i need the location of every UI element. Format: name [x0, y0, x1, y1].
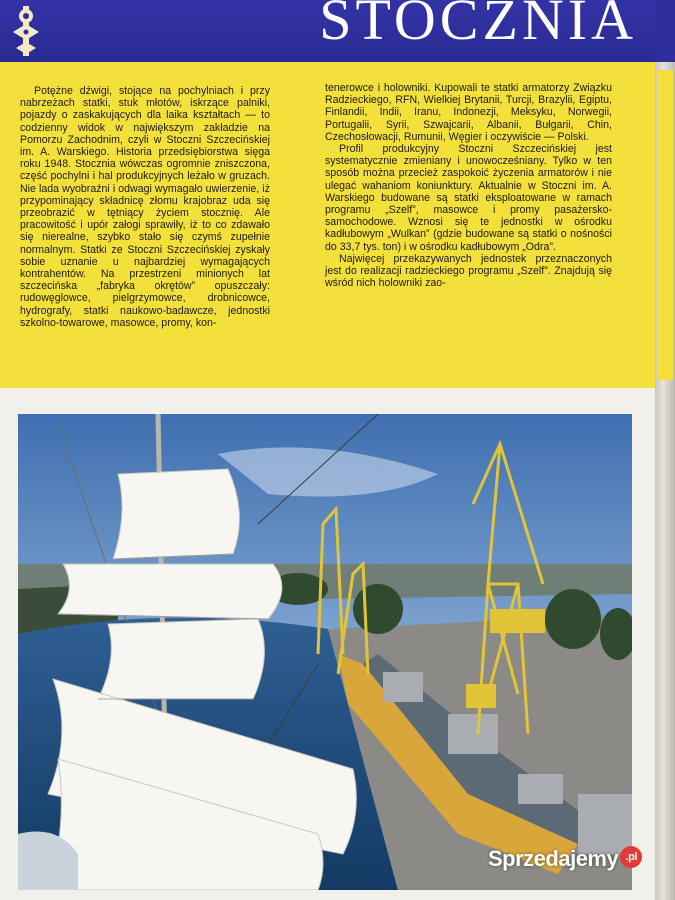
- article-column-right: [325, 82, 612, 289]
- next-page-banner: [655, 0, 675, 62]
- article-paragraph: Profil produkcyjny Stoczni Szczecińskiej jest systematycznie zmieniany i unowocześniany. Tylko w ten sposób można przecież zaspokoić życzenia armatorów i nie ulegać wahaniom koniunktury. Aktualnie w Stoczni im. A. Warskiego budowane są statki eksploatowane w ramach programu „Szelf”, masowce i promy pasażersko-samochodowe. Wznosi się te jednostki w ośrodku kadłubowym „Wulkan” (gdzie budowane są statki o nośności do 33,7 tys. ton) i w ośrodku kadłubowym „Odra”.: [325, 143, 612, 253]
- article-paragraph: Najwięcej przekazywanych jednostek przeznaczonych jest do realizacji radzieckiego programu „Szelf”. Znajdują się wśród nich holowniki zao-: [325, 252, 612, 290]
- banner-title: STOCZNIA: [319, 0, 637, 52]
- watermark-text: Sprzedajemy: [488, 846, 619, 871]
- article-paragraph: Potężne dźwigi, stojące na pochylniach i przy nabrzeżach statki, stuk młotów, iskrzące palniki, pojazdy o zaskakujących dla laika kształtach — to codzienny widok w największym zakładzie na Pomorzu Zachodnim, czyli w Stoczni Szczecińskiej im. A. Warskiego. Historia przedsiębiorstwa sięga roku 1948. Stocznia wówczas ogromnie zniszczona, część pochylni i hal produkcyjnych leżało w gruzach. Nie lada wyobraźni i odwagi wymagało uwierzenie, iż przypominający składnicę złomu krajobraz uda się przeobrazić w tętniący życiem stocznię. Ale pracowitość i upór załogi sprawiły, iż to co zdawało się nierealne, szybko stało się czymś zupełnie normalnym. Statki ze Stoczni Szczecińskiej zyskały sobie uznanie u najbardziej wymagających kontrahentów. Na przestrzeni minionych lat szczecińska „fabryka okrętów” opuszczały: rudowęglowce, pielgrzymowce, drobnicowce, hydrografy, statki naukowo-badawcze, jednostki szkolno-towarowe, masowce, promy, kon-: [20, 85, 270, 329]
- next-page-yellow: [657, 70, 673, 380]
- sailing-ship-shipyard-image: [18, 414, 632, 890]
- stocznia-logo-icon: [10, 4, 42, 58]
- sprzedajemy-watermark: [488, 846, 642, 872]
- watermark-suffix: .pl: [620, 846, 642, 868]
- shipyard-photo: [18, 414, 632, 890]
- header-banner: [0, 0, 655, 62]
- article-column-left: [20, 85, 270, 329]
- article-paragraph: tenerowce i holowniki. Kupowali te statki armatorzy Związku Radzieckiego, RFN, Wielkiej Brytanii, Turcji, Brazylii, Egiptu, Finlandii, Indii, Iranu, Indonezji, Meksyku, Norwegii, Portugalii, Syrii, Szwajcarii, Albanii, Bułgarii, Chin, Czechosłowacji, Rumunii, Węgier i oczywiście — Polski.: [325, 82, 612, 143]
- next-page-edge: [655, 0, 675, 900]
